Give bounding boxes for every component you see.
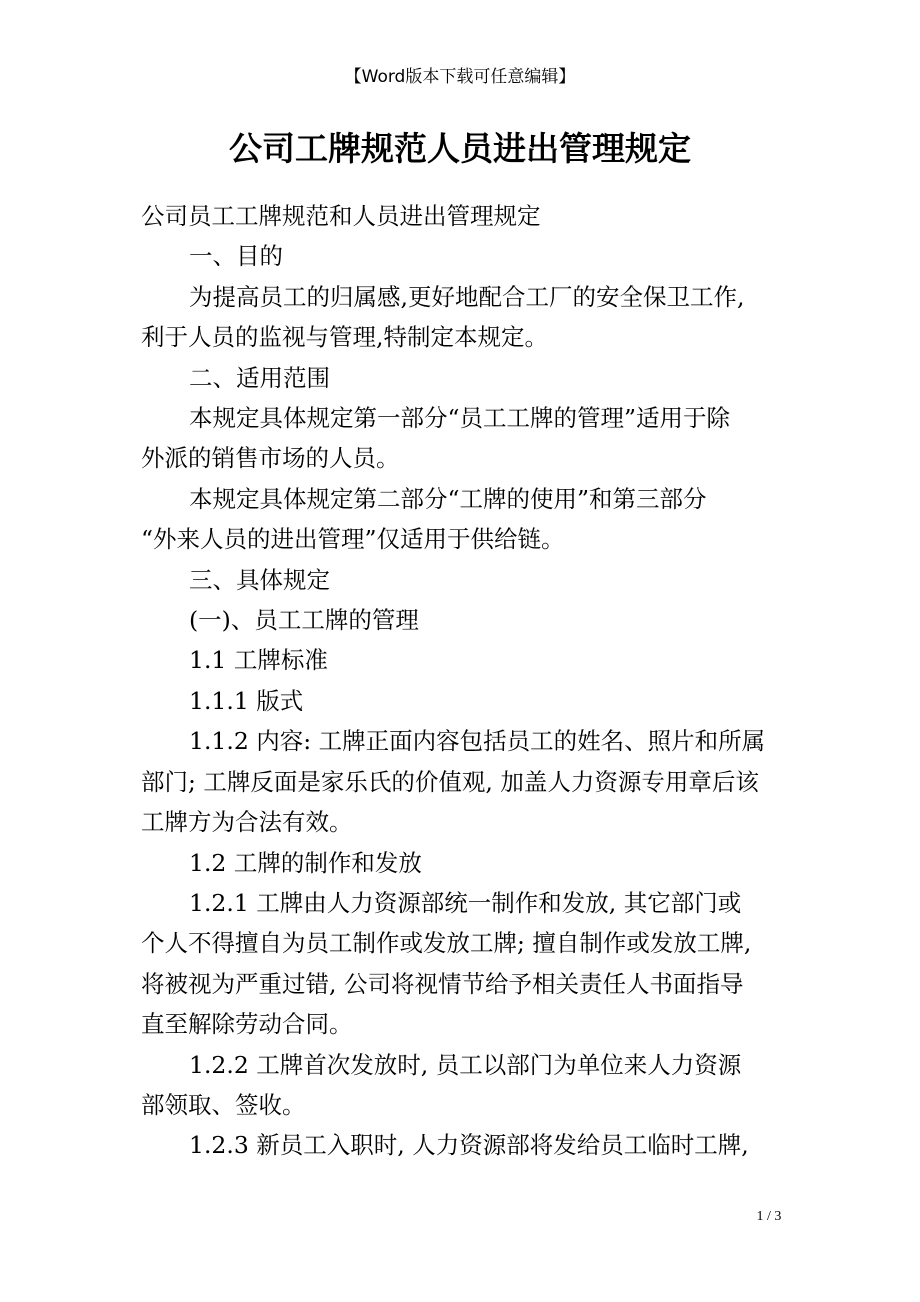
paragraph-line: 1.2.3 新员工入职时, 人力资源部将发给员工临时工牌, xyxy=(189,1131,749,1160)
clause-heading: 1.1 工牌标准 xyxy=(189,646,328,675)
paragraph-line: 部领取、签收。 xyxy=(141,1090,306,1119)
paragraph-line: 直至解除劳动合同。 xyxy=(141,1010,353,1039)
paragraph-line: 为提高员工的归属感,更好地配合工厂的安全保卫工作, xyxy=(189,282,745,311)
paragraph-line: 外派的销售市场的人员。 xyxy=(141,444,400,473)
document-title: 公司工牌规范人员进出管理规定 xyxy=(229,129,691,168)
paragraph-line: 工牌方为合法有效。 xyxy=(141,808,353,837)
paragraph-line: 1.1.2 内容: 工牌正面内容包括员工的姓名、照片和所属 xyxy=(189,727,766,756)
download-header: 【Word版本下载可任意编辑】 xyxy=(344,67,576,87)
paragraph-line: 本规定具体规定第一部分“员工工牌的管理”适用于除 xyxy=(189,404,731,433)
clause-heading: 1.1.1 版式 xyxy=(189,686,304,715)
page-number: 1 / 3 xyxy=(756,1209,782,1224)
paragraph-line: 本规定具体规定第二部分“工牌的使用”和第三部分 xyxy=(189,484,707,513)
subtitle-line: 公司员工工牌规范和人员进出管理规定 xyxy=(141,202,541,230)
subsection-heading: (一)、员工工牌的管理 xyxy=(189,606,419,635)
section-heading-purpose: 一、目的 xyxy=(189,242,283,271)
paragraph-line: 将被视为严重过错, 公司将视情节给予相关责任人书面指导 xyxy=(141,969,744,998)
clause-heading: 1.2 工牌的制作和发放 xyxy=(189,848,422,877)
section-heading-rules: 三、具体规定 xyxy=(189,565,330,594)
paragraph-line: 部门; 工牌反面是家乐氏的价值观, 加盖人力资源专用章后该 xyxy=(141,767,759,796)
paragraph-line: 1.2.1 工牌由人力资源部统一制作和发放, 其它部门或 xyxy=(189,888,742,917)
paragraph-line: 个人不得擅自为员工制作或发放工牌; 擅自制作或发放工牌, xyxy=(141,929,752,958)
document-body xyxy=(141,196,781,1166)
paragraph-line: “外来人员的进出管理”仅适用于供给链。 xyxy=(141,525,565,554)
paragraph-line: 1.2.2 工牌首次发放时, 员工以部门为单位来人力资源 xyxy=(189,1050,742,1079)
paragraph-line: 利于人员的监视与管理,特制定本规定。 xyxy=(141,323,548,352)
section-heading-scope: 二、适用范围 xyxy=(189,363,330,392)
